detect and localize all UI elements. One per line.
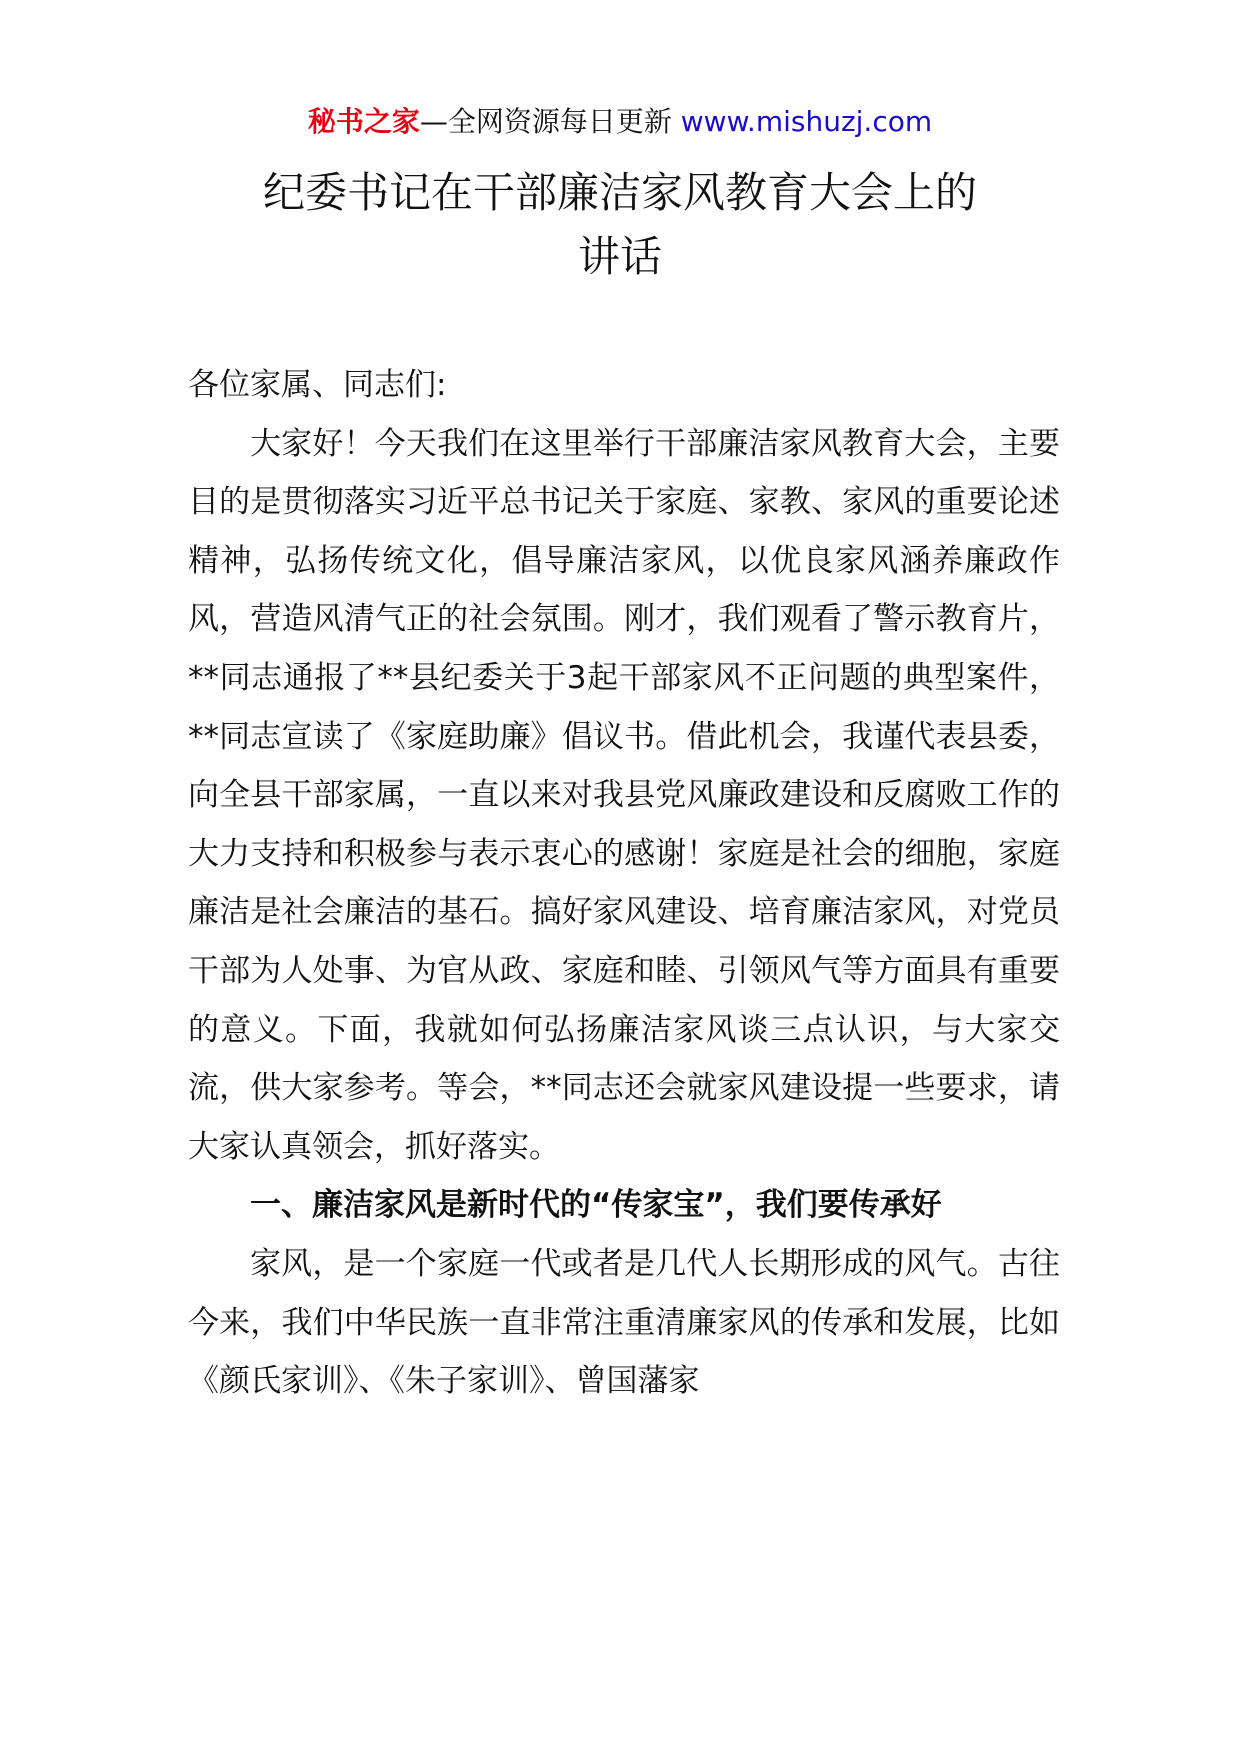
site-url-link[interactable]: www.mishuzj.com	[680, 105, 933, 138]
section-paragraph: 家风，是一个家庭一代或者是几代人长期形成的风气。古往今来，我们中华民族一直非常注重清廉家风的传承和发展，比如《颜氏家训》、《朱子家训》、曾国藩家	[188, 1245, 1060, 1400]
body-paragraph: 大家好！今天我们在这里举行干部廉洁家风教育大会，主要目的是贯彻落实习近平总书记关于家庭、家教、家风的重要论述精神，弘扬传统文化，倡导廉洁家风，以优良家风涵养廉政作风，营造风清气正的社会氛围。刚才，我们观看了警示教育片，**同志通报了**县纪委关于3起干部家风不正问题的典型案件，**同志宣读了《家庭助廉》倡议书。借此机会，我谨代表县委，向全县干部家属，一直以来对我县党风廉政建设和反腐败工作的大力支持和积极参与表示衷心的感谢！家庭是社会的细胞，家庭廉洁是社会廉洁的基石。搞好家风建设、培育廉洁家风，对党员干部为人处事、为官从政、家庭和睦、引领风气等方面具有重要的意义。下面，我就如何弘扬廉洁家风谈三点认识，与大家交流，供大家参考。等会，**同志还会就家风建设提一些要求，请大家认真领会，抓好落实。	[188, 425, 1060, 1165]
section-heading: 一、廉洁家风是新时代的“传家宝”，我们要传承好	[250, 1187, 942, 1224]
brand-name: 秘书之家	[307, 105, 420, 138]
salutation: 各位家属、同志们:	[188, 367, 447, 403]
document-title-line-1: 纪委书记在干部廉洁家风教育大会上的	[262, 168, 977, 217]
header-tagline: —全网资源每日更新	[419, 105, 681, 138]
document-body	[188, 356, 1060, 1411]
site-header	[0, 102, 1240, 142]
document-title-line-2: 讲话	[577, 232, 662, 281]
